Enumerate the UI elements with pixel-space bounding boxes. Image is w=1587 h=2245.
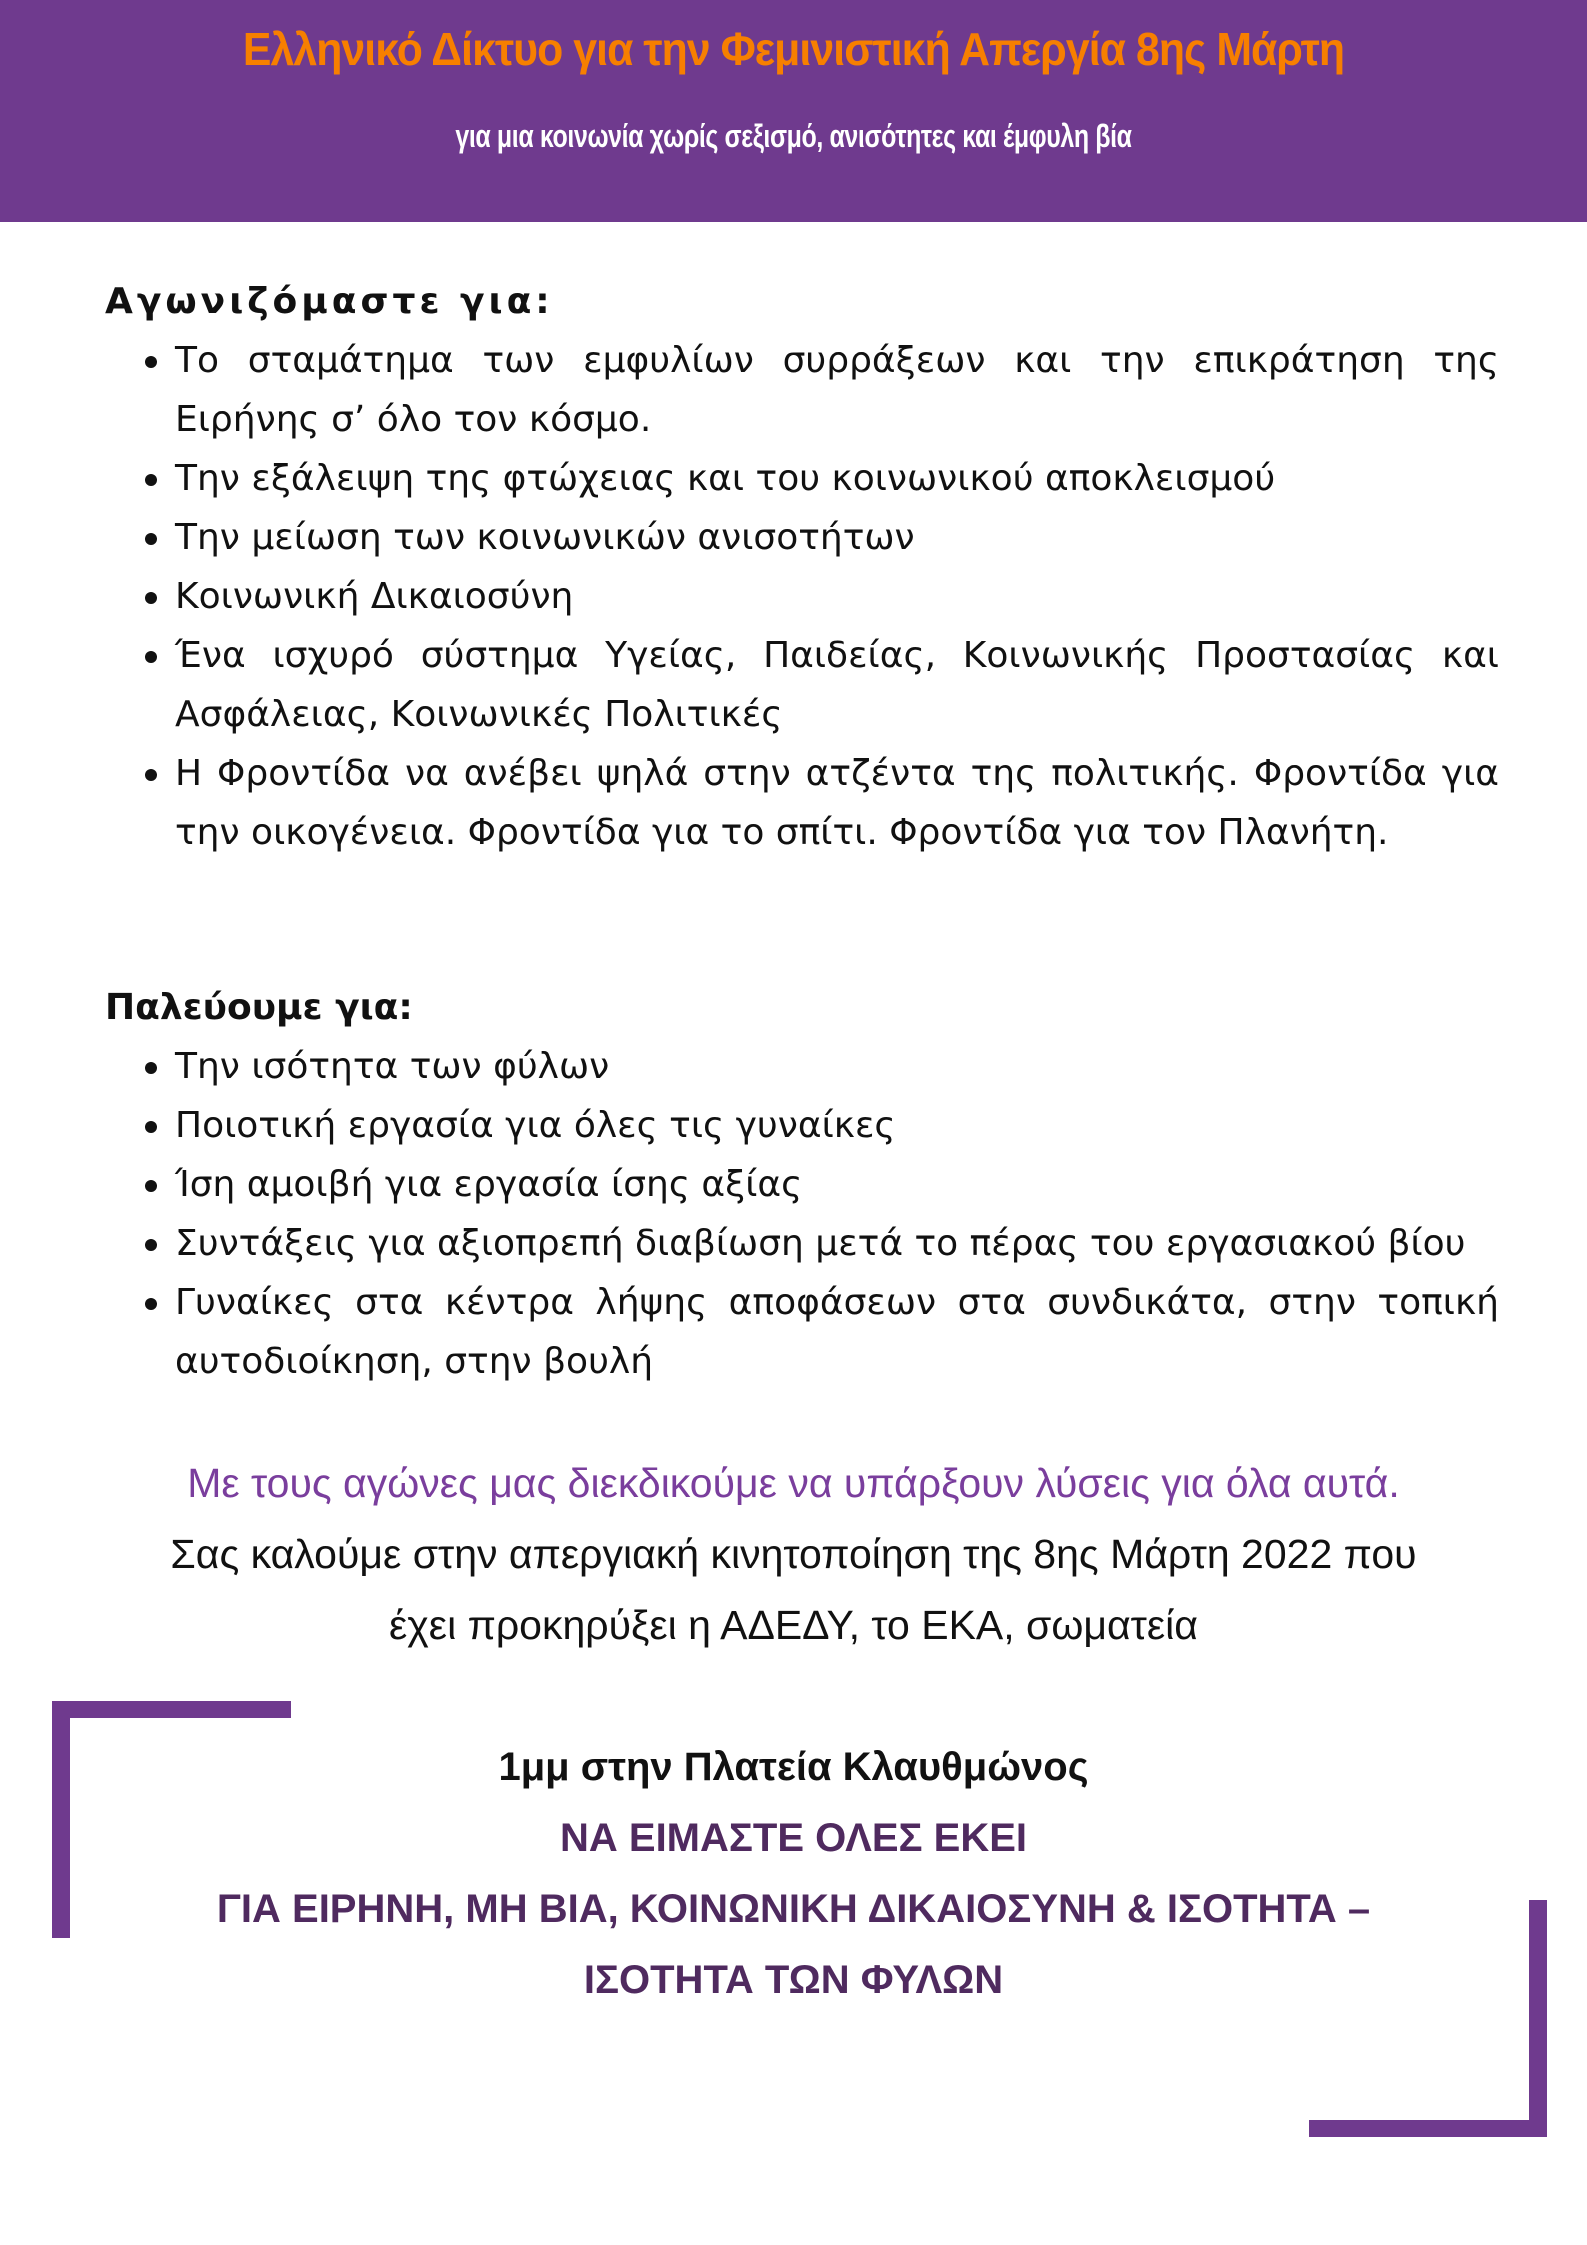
list-item: Συντάξεις για αξιοπρεπή διαβίωση μετά το πέρας του εργασιακού βίου xyxy=(175,1214,1499,1273)
section-paleuoume xyxy=(105,978,1499,1391)
demands-list xyxy=(105,1037,1499,1391)
list-item: Γυναίκες στα κέντρα λήψης αποφάσεων στα συνδικάτα, στην τοπική αυτοδιοίκηση, στην βουλή xyxy=(175,1273,1499,1391)
header-subtitle: για μια κοινωνία χωρίς σεξισμό, ανισότητες και έμφυλη βία xyxy=(455,118,1132,154)
section-heading: Παλεύουμε για: xyxy=(105,987,413,1028)
list-item: Κοινωνική Δικαιοσύνη xyxy=(175,567,1499,626)
claim-text: Με τους αγώνες μας διεκδικούμε να υπάρξουν λύσεις για όλα αυτά. xyxy=(187,1460,1400,1506)
slogan-line1: ΝΑ ΕΙΜΑΣΤΕ ΟΛΕΣ ΕΚΕΙ xyxy=(560,1816,1027,1860)
slogan-line2: ΓΙΑ ΕΙΡΗΝΗ, ΜΗ ΒΙΑ, ΚΟΙΝΩΝΙΚΗ ΔΙΚΑΙΟΣΥΝΗ & ΙΣΟΤΗΤΑ – xyxy=(216,1887,1371,1931)
slogan-line3: ΙΣΟΤΗΤΑ ΤΩΝ ΦΥΛΩΝ xyxy=(583,1958,1004,2002)
call-text-line1: Σας καλούμε στην απεργιακή κινητοποίηση της 8ης Μάρτη 2022 που xyxy=(170,1531,1417,1577)
demands-list xyxy=(105,331,1499,862)
bracket-top-horizontal xyxy=(52,1701,291,1718)
header-banner xyxy=(0,0,1587,222)
bracket-bottom-horizontal xyxy=(1309,2120,1547,2137)
list-item: Την ισότητα των φύλων xyxy=(175,1037,1499,1096)
bracket-bottom-vertical xyxy=(1529,1900,1547,2137)
list-item: Το σταμάτημα των εμφυλίων συρράξεων και την επικράτηση της Ειρήνης σ’ όλο τον κόσμο. xyxy=(175,331,1499,449)
list-item: Ποιοτική εργασία για όλες τις γυναίκες xyxy=(175,1096,1499,1155)
section-heading: Αγωνιζόμαστε για: xyxy=(105,281,554,322)
call-text-line2: έχει προκηρύξει η ΑΔΕΔΥ, το ΕΚΑ, σωματεία xyxy=(389,1602,1198,1648)
list-item: Ένα ισχυρό σύστημα Υγείας, Παιδείας, Κοινωνικής Προστασίας και Ασφάλειας, Κοινωνικές Πολιτικές xyxy=(175,626,1499,744)
section-agonizomaste xyxy=(105,272,1499,862)
list-item: Η Φροντίδα να ανέβει ψηλά στην ατζέντα της πολιτικής. Φροντίδα για την οικογένεια. Φροντίδα για το σπίτι. Φροντίδα για τον Πλανήτη. xyxy=(175,744,1499,862)
header-title: Ελληνικό Δίκτυο για την Φεμινιστική Απεργία 8ης Μάρτη xyxy=(242,23,1345,75)
event-time-place: 1μμ στην Πλατεία Κλαυθμώνος xyxy=(498,1745,1089,1789)
list-item: Ίση αμοιβή για εργασία ίσης αξίας xyxy=(175,1155,1499,1214)
list-item: Την εξάλειψη της φτώχειας και του κοινωνικού αποκλεισμού xyxy=(175,449,1499,508)
list-item: Την μείωση των κοινωνικών ανισοτήτων xyxy=(175,508,1499,567)
